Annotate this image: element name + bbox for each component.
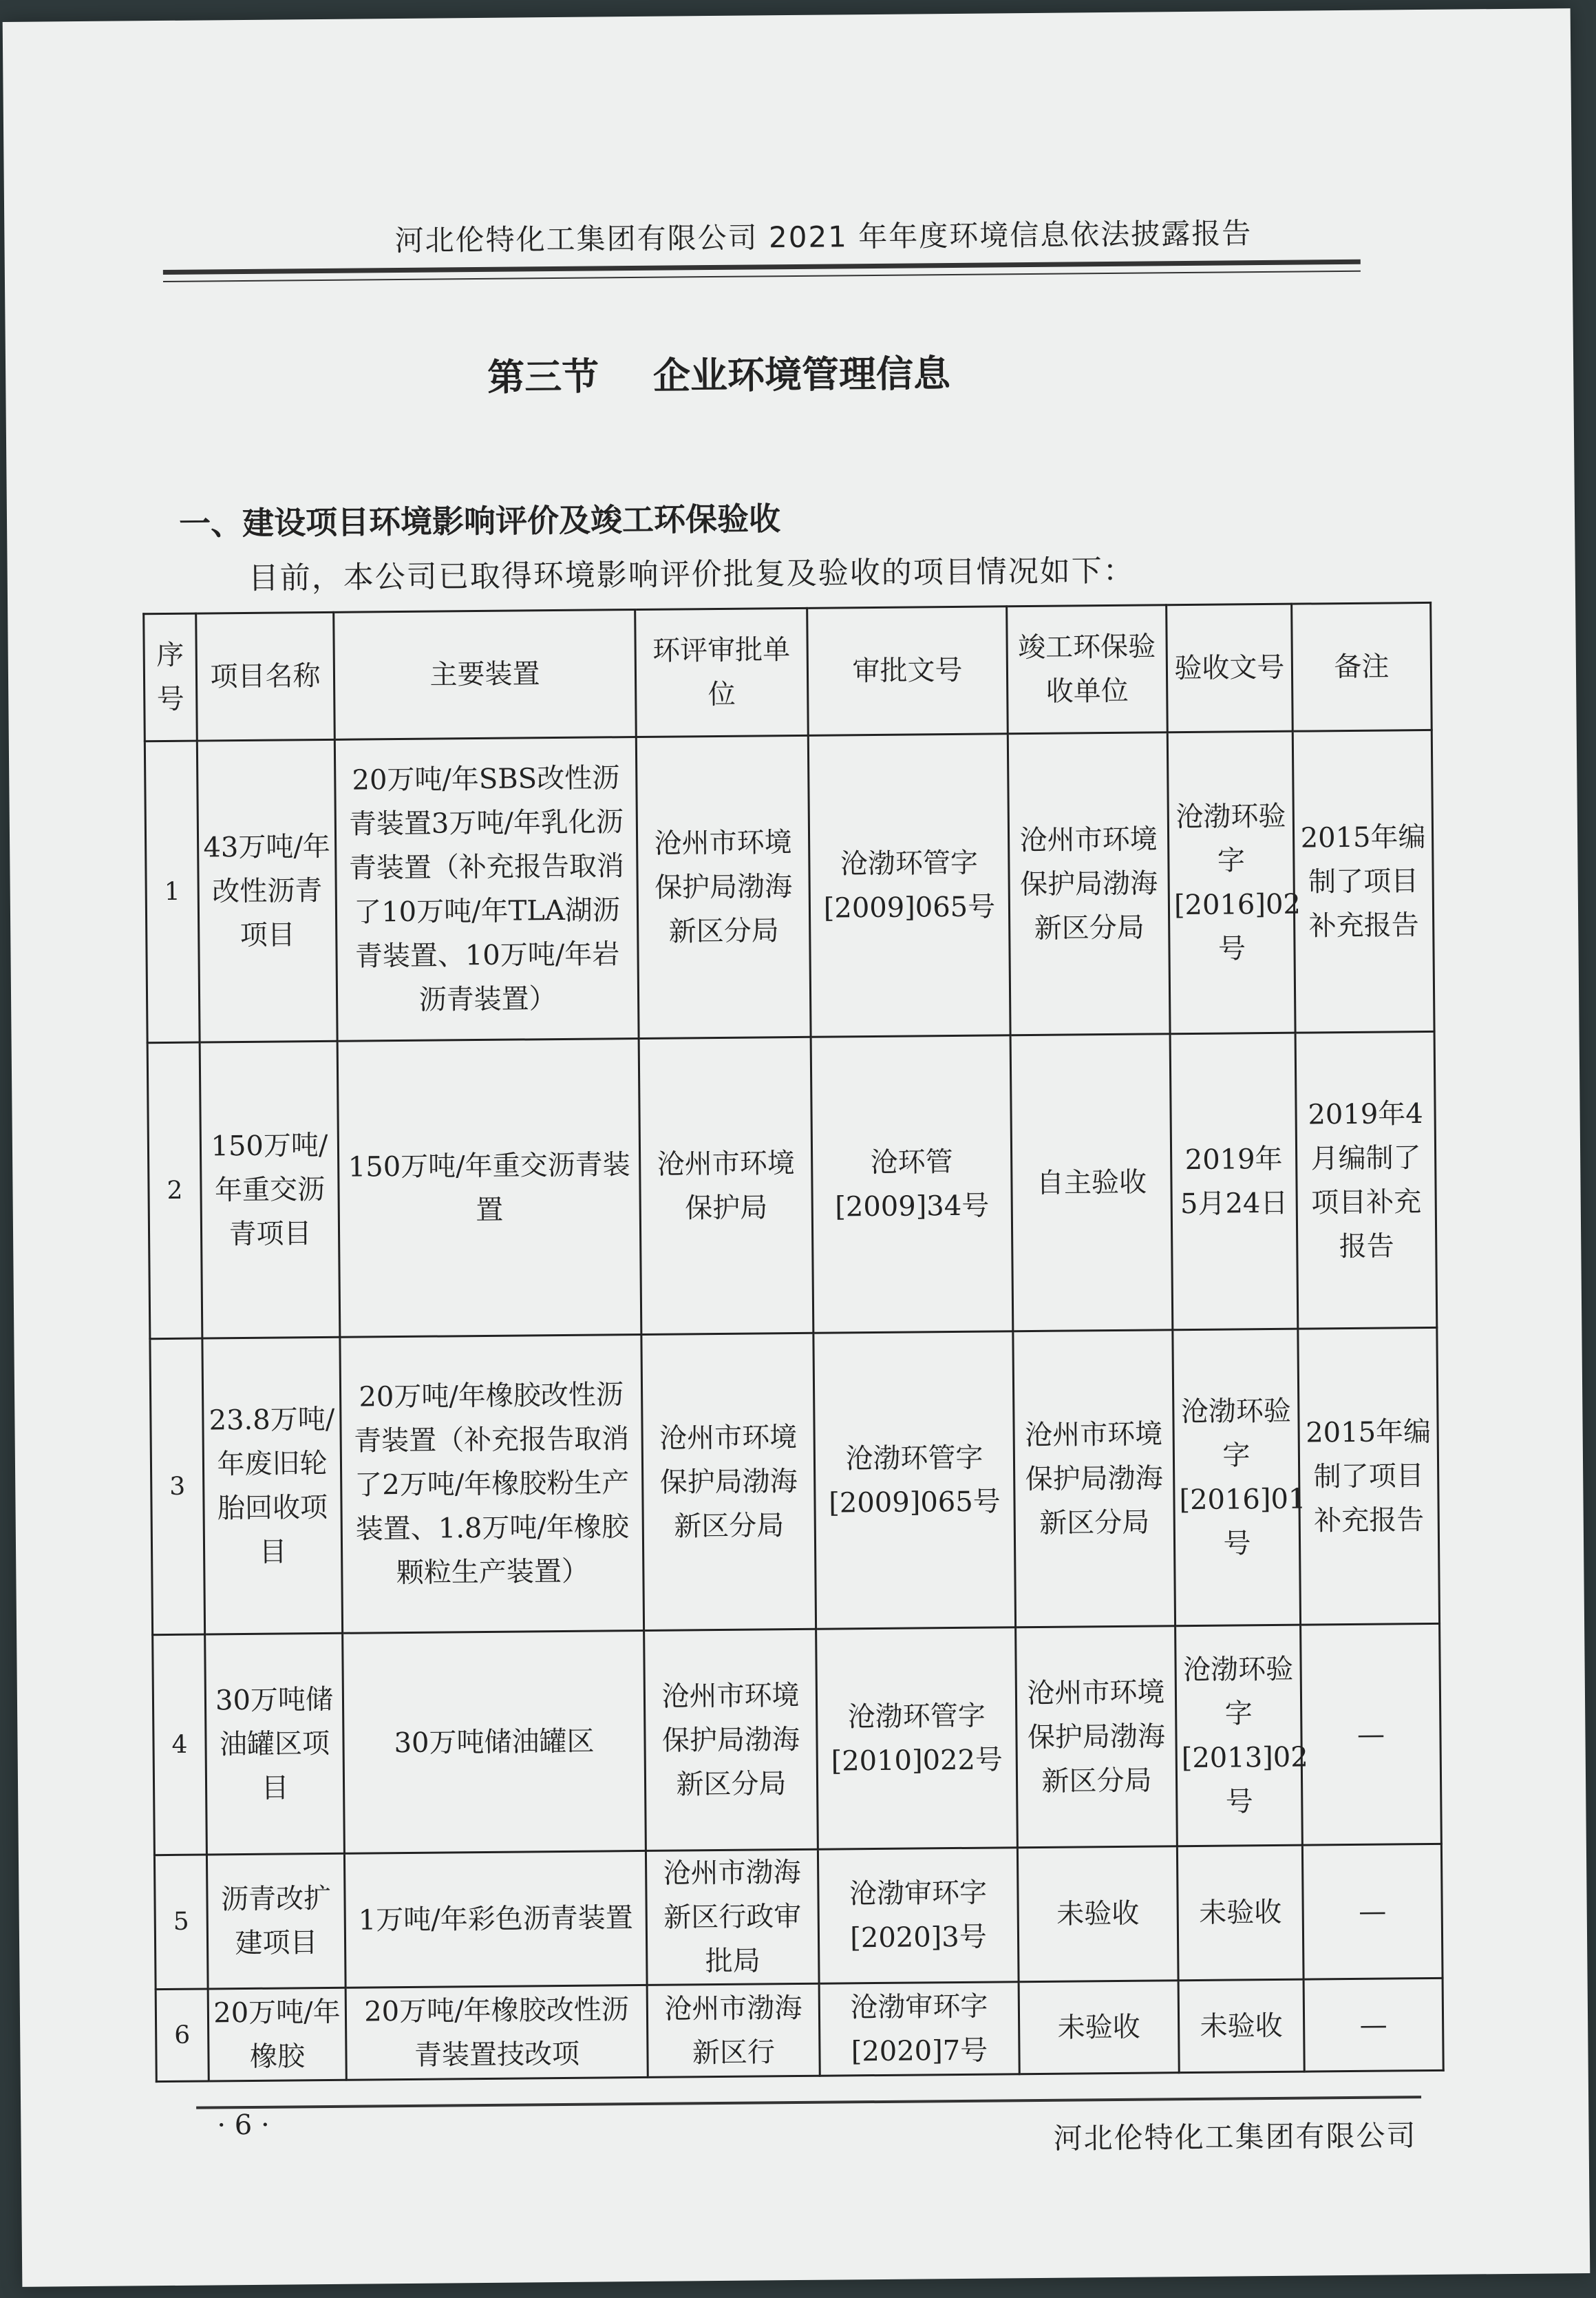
- cell-acceptance-unit: 沧州市环境保护局渤海新区分局: [1008, 732, 1170, 1035]
- cell-approval-no: 沧渤环管字[2009]065号: [813, 1331, 1016, 1630]
- cell-device: 20万吨/年橡胶改性沥青装置（补充报告取消了2万吨/年橡胶粉生产装置、1.8万吨/年橡胶颗粒生产装置）: [340, 1334, 644, 1633]
- footer-company-name: 河北伦特化工集团有限公司: [1053, 2118, 1417, 2155]
- table-row: [150, 1327, 1440, 1634]
- cell-acceptance-no: 2019年5月24日: [1170, 1033, 1298, 1330]
- cell-no: 3: [150, 1338, 205, 1635]
- col-header-device: 主要装置: [334, 610, 637, 740]
- cell-eia-unit: 沧州市渤海新区行政审批局: [646, 1849, 819, 1985]
- cell-acceptance-no: 沧渤环验字[2016]01号: [1173, 1329, 1301, 1626]
- cell-acceptance-no: 沧渤环验字[2016]02号: [1167, 731, 1295, 1034]
- cell-no: 6: [156, 1989, 209, 2082]
- section-title: 第三节 企业环境管理信息: [487, 352, 951, 399]
- cell-no: 1: [145, 741, 200, 1043]
- cell-device: 30万吨储油罐区: [343, 1630, 646, 1853]
- cell-name: 43万吨/年改性沥青项目: [197, 739, 337, 1042]
- cell-acceptance-unit: 沧州市环境保护局渤海新区分局: [1016, 1626, 1178, 1848]
- cell-remark: 2015年编制了项目补充报告: [1292, 730, 1434, 1033]
- cell-no: 4: [153, 1634, 207, 1855]
- cell-eia-unit: 沧州市环境保护局渤海新区分局: [641, 1333, 816, 1630]
- table-row: [154, 1844, 1443, 1989]
- cell-eia-unit: 沧州市环境保护局渤海新区分局: [644, 1629, 818, 1851]
- cell-approval-no: 沧渤环管字[2009]065号: [808, 734, 1010, 1037]
- cell-acceptance-no: 沧渤环验字[2013]02号: [1175, 1625, 1303, 1846]
- page-number: · 6 ·: [217, 2109, 270, 2142]
- document-page: [3, 8, 1590, 2287]
- cell-approval-no: 沧环管[2009]34号: [811, 1035, 1013, 1334]
- cell-acceptance-no: 未验收: [1178, 1979, 1304, 2073]
- cell-name: 20万吨/年橡胶: [208, 1988, 346, 2081]
- intro-paragraph: 目前，本公司已取得环境影响评价批复及验收的项目情况如下：: [248, 553, 1135, 596]
- cell-name: 沥青改扩建项目: [206, 1853, 345, 1989]
- cell-name: 23.8万吨/年废旧轮胎回收项目: [202, 1337, 343, 1634]
- cell-acceptance-unit: 沧州市环境保护局渤海新区分局: [1013, 1330, 1175, 1627]
- cell-remark: 2019年4月编制了项目补充报告: [1295, 1031, 1437, 1329]
- col-header-acceptance-no: 验收文号: [1167, 604, 1293, 732]
- table-header-row: [144, 602, 1432, 741]
- cell-approval-no: 沧渤审环字[2020]3号: [818, 1848, 1019, 1984]
- cell-remark: —: [1302, 1844, 1443, 1979]
- cell-approval-no: 沧渤环管字[2010]022号: [816, 1627, 1018, 1850]
- col-header-remark: 备注: [1292, 602, 1432, 731]
- table-row: [156, 1978, 1443, 2081]
- cell-remark: 2015年编制了项目补充报告: [1298, 1327, 1440, 1625]
- cell-device: 150万吨/年重交沥青装置: [337, 1038, 641, 1337]
- footer-rule: [196, 2096, 1421, 2109]
- report-header-title: 河北伦特化工集团有限公司 2021 年年度环境信息依法披露报告: [394, 216, 1253, 258]
- cell-approval-no: 沧渤审环字[2020]7号: [819, 1982, 1019, 2076]
- cell-device: 20万吨/年SBS改性沥青装置3万吨/年乳化沥青装置（补充报告取消了10万吨/年TLA湖沥青装置、10万吨/年岩沥青装置）: [334, 737, 639, 1042]
- cell-acceptance-unit: 未验收: [1017, 1846, 1178, 1982]
- cell-remark: —: [1304, 1978, 1443, 2072]
- table-row: [153, 1623, 1442, 1855]
- cell-name: 150万吨/年重交沥青项目: [200, 1041, 340, 1338]
- subsection-title: 一、建设项目环境影响评价及竣工环保验收: [178, 500, 781, 542]
- col-header-name: 项目名称: [196, 612, 335, 741]
- cell-device: 20万吨/年橡胶改性沥青装置技改项: [345, 1985, 648, 2080]
- cell-no: 2: [147, 1042, 202, 1339]
- table-row: [147, 1031, 1437, 1338]
- col-header-no: 序号: [144, 613, 198, 741]
- cell-device: 1万吨/年彩色沥青装置: [344, 1851, 647, 1988]
- col-header-approval-no: 审批文号: [807, 607, 1008, 736]
- cell-eia-unit: 沧州市环境保护局渤海新区分局: [636, 735, 811, 1038]
- cell-eia-unit: 沧州市渤海新区行: [647, 1983, 820, 2077]
- cell-no: 5: [154, 1855, 208, 1990]
- col-header-eia-unit: 环评审批单位: [635, 608, 809, 737]
- project-table: [142, 602, 1445, 2083]
- cell-acceptance-unit: 自主验收: [1010, 1034, 1173, 1331]
- cell-acceptance-unit: 未验收: [1019, 1981, 1179, 2074]
- cell-eia-unit: 沧州市环境保护局: [639, 1037, 813, 1334]
- cell-remark: —: [1301, 1623, 1442, 1845]
- table-row: [145, 730, 1434, 1042]
- cell-name: 30万吨储油罐区项目: [205, 1633, 345, 1855]
- col-header-acceptance-unit: 竣工环保验收单位: [1007, 605, 1168, 734]
- cell-acceptance-no: 未验收: [1177, 1845, 1304, 1981]
